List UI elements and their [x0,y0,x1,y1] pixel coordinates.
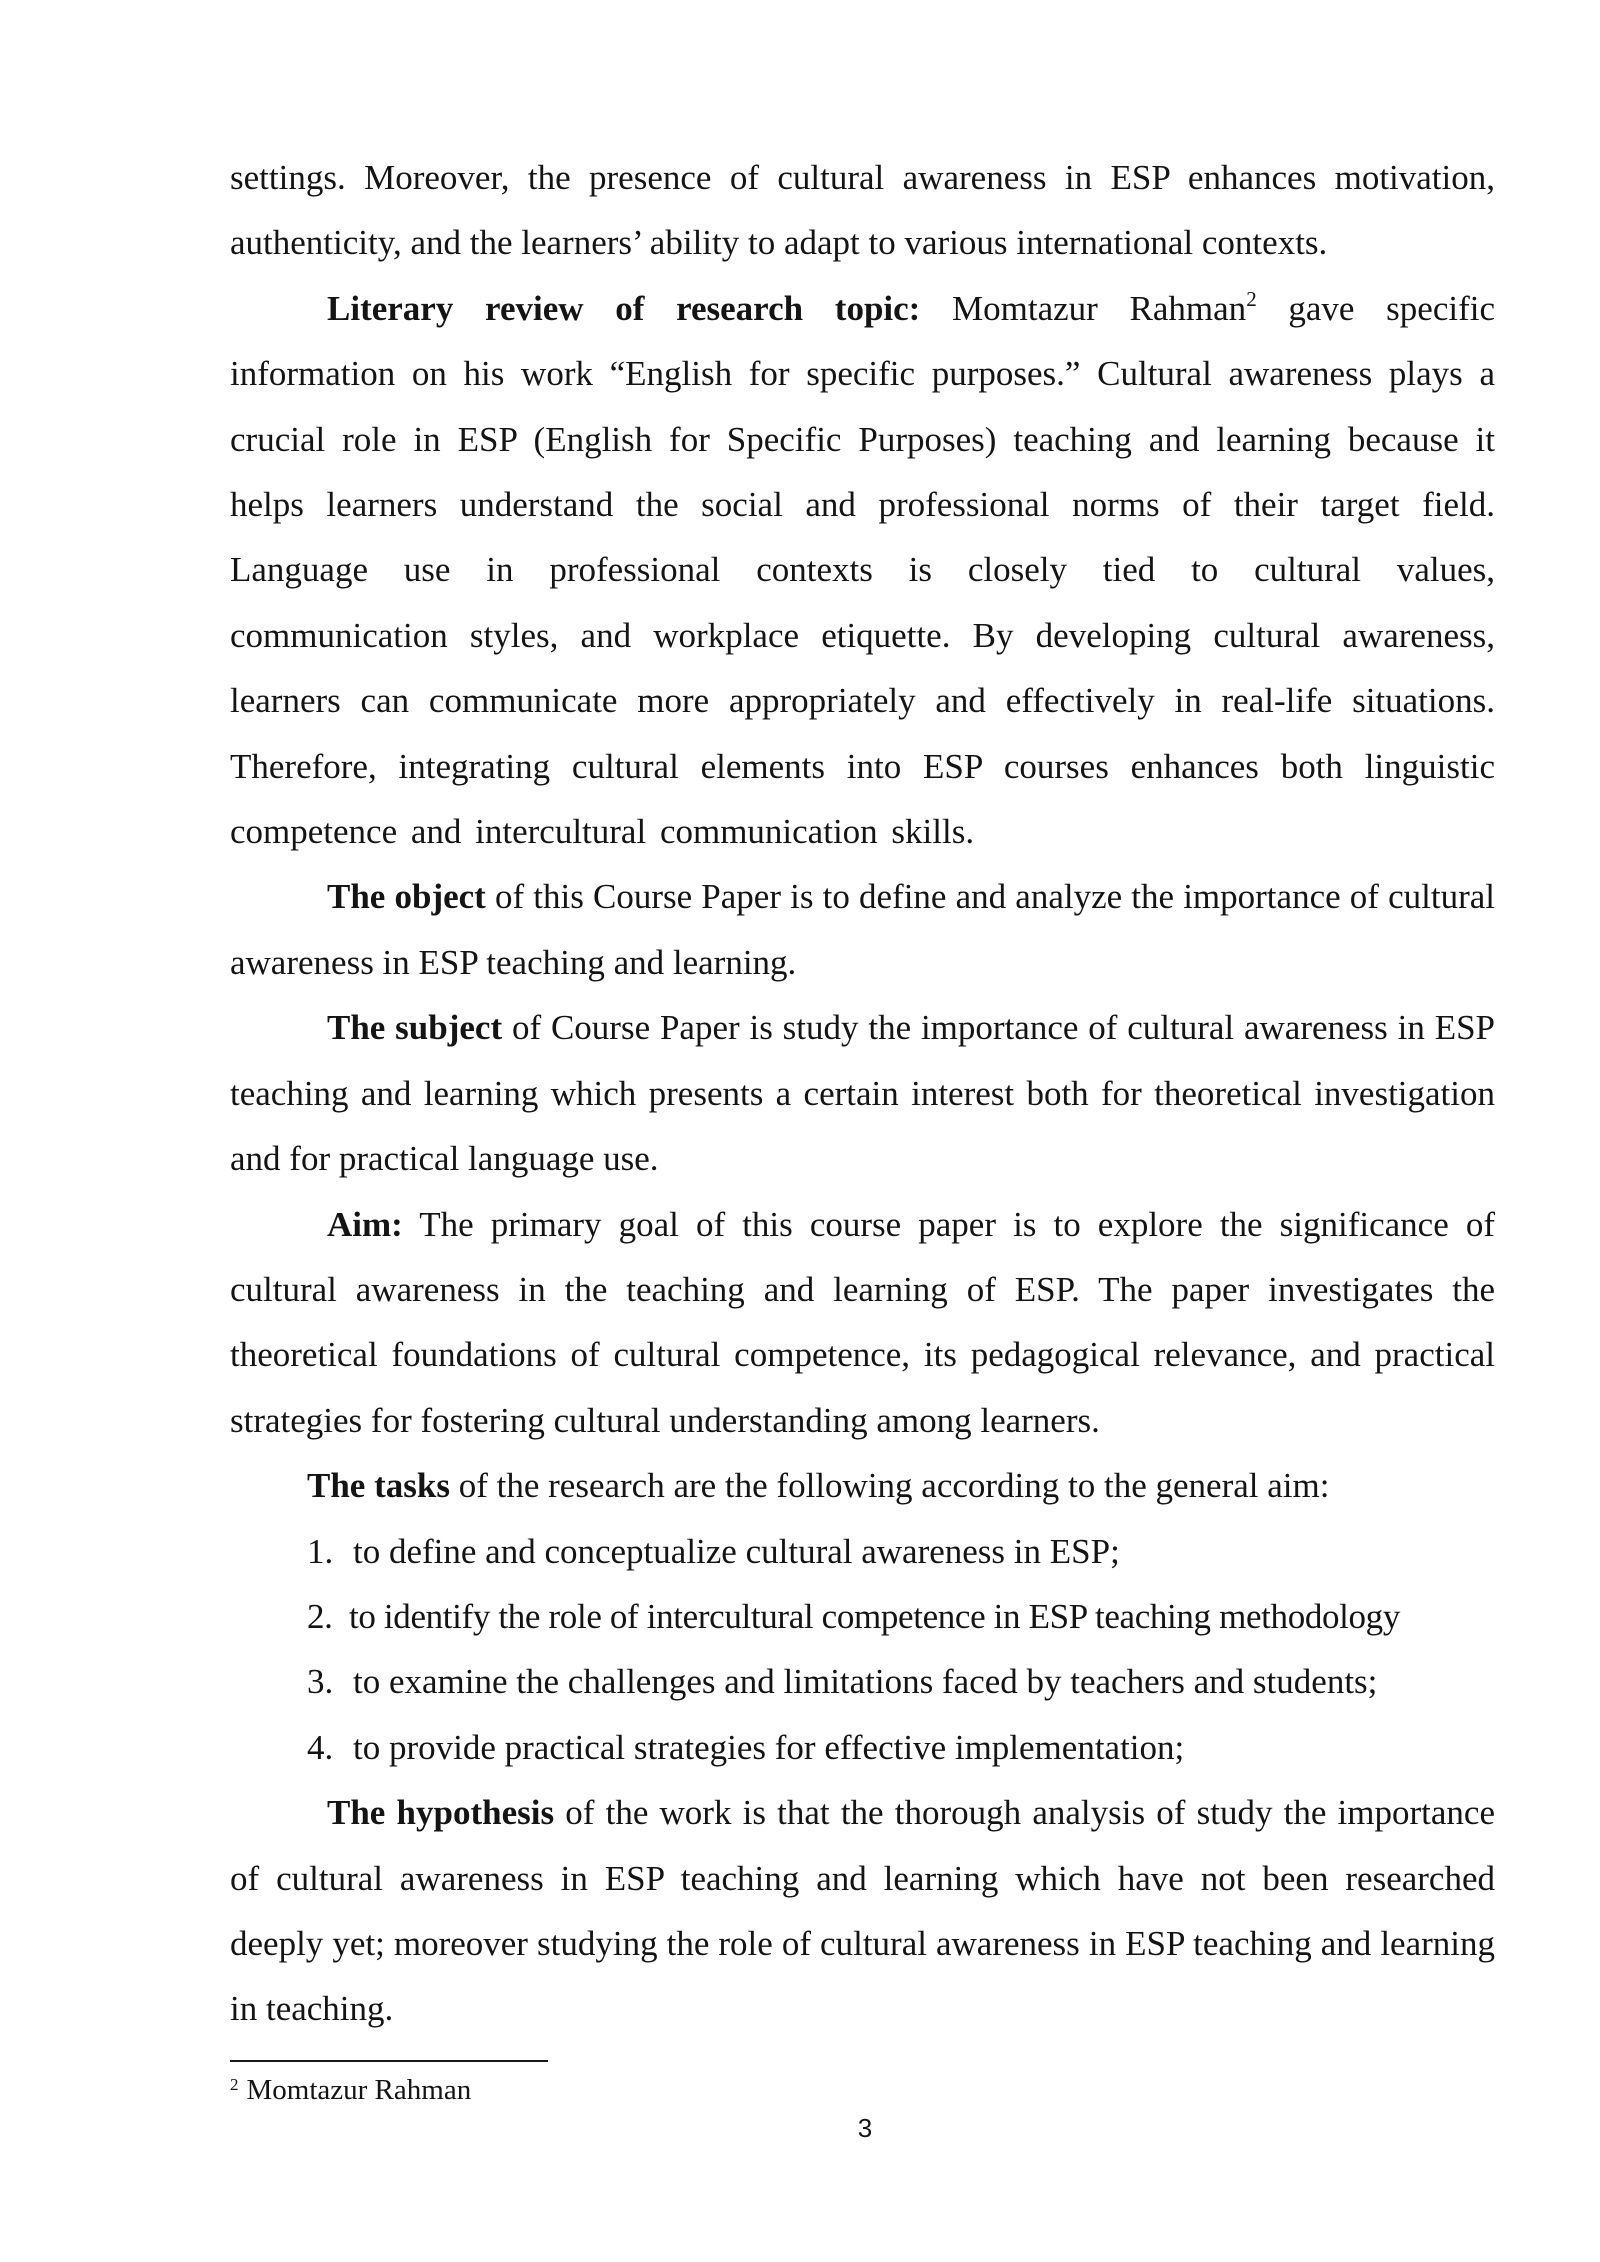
task-number: 1. [307,1531,334,1571]
hypothesis-text: of the work is that the thorough analysis of study the importance of cultural awareness in ESP teaching and learning which have not been researched deeply yet; moreover studying the role of cultural awareness in ESP teaching and learning in teaching. [230,1793,1495,2029]
subject-text: of Course Paper is study the importance of cultural awareness in ESP teaching and learning which presents a certain interest both for theoretical investigation and for practical language use. [230,1008,1495,1179]
paragraph-subject [230,995,1495,1191]
task-item [230,1519,1495,1584]
literary-review-text: gave specific information on his work “English for specific purposes.” Cultural awareness plays a crucial role in ESP (English for Specific Purposes) teaching and learning because it helps learners understand the social and professional norms of their target field. Language use in professional contexts is closely tied to cultural values, communication styles, and workplace etiquette. By developing cultural awareness, learners can communicate more appropriately and effectively in real-life situations. Therefore, integrating cultural elements into ESP courses enhances both linguistic competence and intercultural communication skills. [230,288,1496,852]
tasks-intro-text: of the research are the following according to the general aim: [449,1466,1330,1506]
task-item [230,1584,1495,1649]
task-item [230,1649,1495,1714]
footnote-reference: 2 [1246,286,1257,311]
aim-heading: Aim: [327,1204,403,1244]
tasks-heading: The tasks [307,1466,450,1506]
task-text: to define and conceptualize cultural awareness in ESP; [353,1531,1120,1571]
paragraph-aim [230,1192,1495,1454]
task-number: 3. [307,1662,334,1702]
footnote [230,2072,471,2108]
paragraph-object [230,864,1495,995]
aim-text: The primary goal of this course paper is to explore the significance of cultural awareness in the teaching and learning of ESP. The paper investigates the theoretical foundations of cultural competence, its pedagogical relevance, and practical strategies for fostering cultural understanding among learners. [230,1204,1495,1440]
body-text [230,145,1495,2042]
tasks-list [230,1519,1495,1781]
page-number: 3 [857,2113,873,2143]
footnote-text: Momtazur Rahman [246,2074,472,2106]
paragraph-tasks-intro [230,1453,1495,1518]
task-number: 2. [307,1596,333,1636]
footnote-separator [230,2060,548,2062]
literary-review-heading: Literary review of research topic: [327,288,921,328]
task-text: to provide practical strategies for effective implementation; [353,1727,1185,1767]
task-item [230,1715,1495,1780]
task-text: to examine the challenges and limitations faced by teachers and students; [353,1662,1378,1702]
hypothesis-heading: The hypothesis [327,1793,555,1833]
subject-heading: The subject [327,1008,503,1048]
task-text: to identify the role of intercultural competence in ESP teaching methodology [349,1596,1400,1636]
object-heading: The object [327,877,486,917]
object-text: of this Course Paper is to define and analyze the importance of cultural awareness in ESP teaching and learning. [230,877,1495,982]
paragraph-intro-continuation: settings. Moreover, the presence of cultural awareness in ESP enhances motivation, authenticity, and the learners’ ability to adapt to various international contexts. [230,158,1495,263]
literary-review-author: Momtazur Rahman [920,288,1247,328]
paragraph-hypothesis [230,1780,1495,2042]
task-number: 4. [307,1727,334,1767]
paragraph-literary-review [230,276,1495,865]
footnote-mark: 2 [230,2075,239,2094]
